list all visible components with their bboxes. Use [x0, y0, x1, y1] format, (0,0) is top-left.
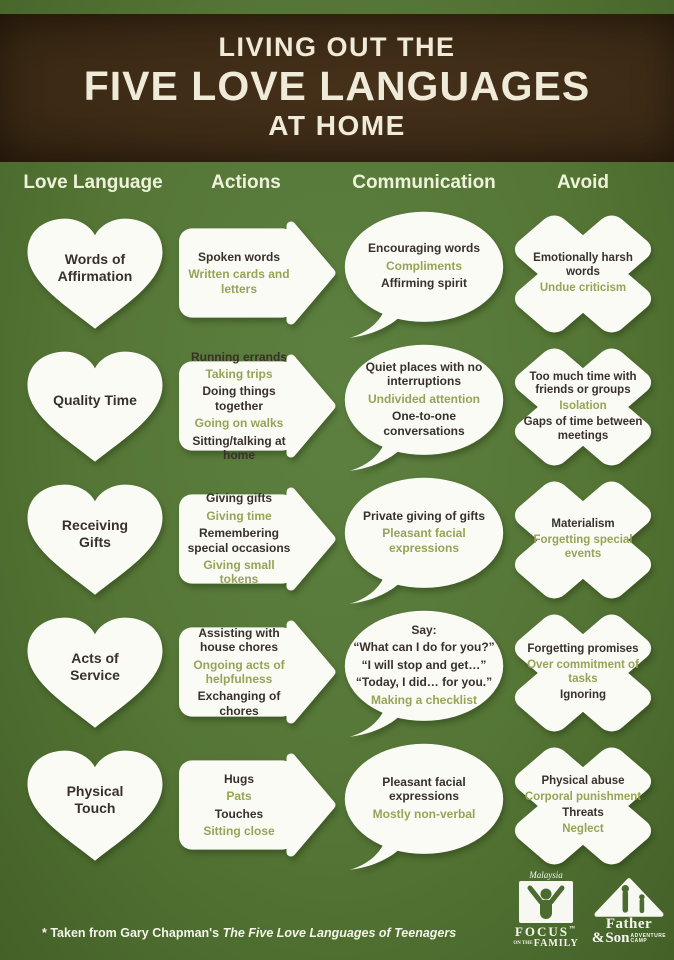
action-item: Remembering special occasions: [187, 526, 291, 555]
communication-bubble: [340, 607, 508, 739]
actions-bubble: [176, 482, 336, 596]
love-language-heart: [20, 345, 170, 469]
focus-child-icon: [519, 881, 573, 923]
avoid-item: Neglect: [562, 822, 604, 835]
trademark-symbol: ™: [569, 926, 578, 932]
love-language-heart: [20, 212, 170, 336]
communication-item: “I will stop and get…”: [361, 657, 487, 672]
communication-item: Making a checklist: [370, 692, 478, 707]
communication-item: Pleasant facial expressions: [382, 774, 466, 804]
love-language-label: Quality Time: [53, 392, 137, 409]
action-item: Sitting close: [203, 823, 275, 838]
actions-bubble: [176, 748, 336, 862]
column-header-actions: Actions: [211, 172, 281, 193]
avoid-burst: [506, 742, 660, 870]
avoid-burst: [506, 343, 660, 471]
father-son-logo: [592, 876, 666, 945]
action-item: Hugs: [224, 771, 254, 786]
love-language-label: Acts of Service: [70, 649, 120, 683]
communication-item: Compliments: [385, 258, 462, 273]
focus-country-label: Malaysia: [529, 870, 563, 880]
avoid-item: Materialism: [551, 518, 615, 531]
avoid-item: Emotionally harsh words: [533, 252, 633, 279]
avoid-item: Too much time with friends or groups: [529, 370, 637, 397]
title-line-1: LIVING OUT THE: [218, 32, 456, 63]
row-words-of-affirmation: [0, 208, 674, 341]
avoid-item: Isolation: [559, 400, 607, 413]
avoid-item: Over commitment of tasks: [527, 659, 639, 685]
avoid-item: Forgetting promises: [527, 643, 639, 656]
communication-bubble: [340, 740, 508, 872]
love-language-label: Words of Affirmation: [57, 250, 133, 284]
avoid-item: Corporal punishment: [524, 791, 642, 804]
action-item: Giving time: [206, 508, 272, 523]
focus-family-word: FAMILY: [533, 938, 579, 950]
avoid-burst: [506, 210, 660, 338]
love-language-heart: [20, 744, 170, 868]
communication-item: Private giving of gifts: [362, 508, 485, 523]
column-header-avoid: Avoid: [556, 172, 610, 193]
attribution-prefix: * Taken from Gary Chapman's: [42, 926, 223, 940]
adventure-word: ADVENTURE: [630, 933, 667, 939]
focus-on-the: ON THE: [513, 941, 534, 947]
communication-item: Pleasant facial expressions: [382, 526, 466, 555]
communication-item: Affirming spirit: [381, 276, 467, 291]
action-item: Exchanging of chores: [197, 689, 281, 718]
avoid-item: Undue criticism: [539, 281, 627, 294]
action-item: Going on walks: [194, 416, 284, 431]
action-item: Giving small tokens: [203, 557, 275, 587]
son-word: Son: [605, 929, 630, 946]
action-item: Assisting with house chores: [198, 625, 280, 655]
action-item: Sitting/talking at home: [192, 433, 286, 462]
focus-name: FOCUS: [514, 924, 570, 939]
avoid-item: Physical abuse: [541, 775, 625, 788]
action-item: Pats: [226, 789, 252, 804]
love-language-label: Physical Touch: [66, 782, 124, 816]
ampersand: &: [591, 929, 605, 946]
title-line-3: AT HOME: [268, 110, 406, 142]
actions-bubble: [176, 216, 336, 330]
communication-item: Mostly non-verbal: [372, 806, 476, 821]
father-word: Father: [605, 916, 653, 932]
row-quality-time: [0, 341, 674, 474]
focus-family-logo: [504, 870, 588, 949]
tent-icon: [594, 876, 664, 918]
avoid-item: Gaps of time between meetings: [523, 415, 643, 442]
header-banner: [0, 14, 674, 162]
action-item: Touches: [214, 806, 264, 821]
communication-item: “Today, I did… for you.”: [355, 675, 493, 690]
communication-item: Quiet places with no interruptions: [365, 360, 483, 389]
communication-item: “What can I do for you?”: [353, 640, 495, 655]
love-language-label: Receiving Gifts: [61, 516, 129, 550]
column-header-communication: Communication: [352, 172, 496, 193]
avoid-item: Forgetting special events: [533, 534, 633, 560]
communication-bubble: [340, 474, 508, 606]
communication-bubble: [340, 208, 508, 340]
action-item: Ongoing acts of helpfulness: [193, 657, 285, 686]
action-item: Taking trips: [205, 367, 273, 382]
action-item: Doing things together: [202, 384, 276, 413]
attribution-book-title: The Five Love Languages of Teenagers: [222, 926, 457, 940]
communication-item: One-to-one conversations: [383, 409, 465, 438]
column-header-love-language: Love Language: [23, 172, 163, 193]
title-line-2: FIVE LOVE LANGUAGES: [83, 63, 591, 110]
communication-item: Undivided attention: [368, 391, 480, 406]
love-language-heart: [20, 478, 170, 602]
attribution-note: [42, 926, 456, 940]
avoid-item: Ignoring: [560, 688, 606, 701]
communication-bubble: [340, 341, 508, 473]
row-receiving-gifts: [0, 474, 674, 607]
action-item: Written cards and letters: [188, 267, 290, 296]
column-headers: [0, 172, 674, 204]
actions-bubble: [176, 615, 336, 729]
avoid-burst: [506, 476, 660, 604]
avoid-item: Threats: [562, 807, 604, 819]
camp-word: CAMP: [630, 938, 648, 944]
avoid-burst: [506, 609, 660, 737]
actions-bubble: [176, 349, 336, 463]
action-item: Running errands: [190, 349, 287, 364]
communication-item: Encouraging words: [367, 241, 480, 256]
action-item: Giving gifts: [206, 491, 272, 506]
action-item: Spoken words: [197, 249, 280, 264]
row-acts-of-service: [0, 607, 674, 740]
row-physical-touch: [0, 740, 674, 873]
communication-item: Say:: [411, 623, 437, 638]
love-language-heart: [20, 611, 170, 735]
